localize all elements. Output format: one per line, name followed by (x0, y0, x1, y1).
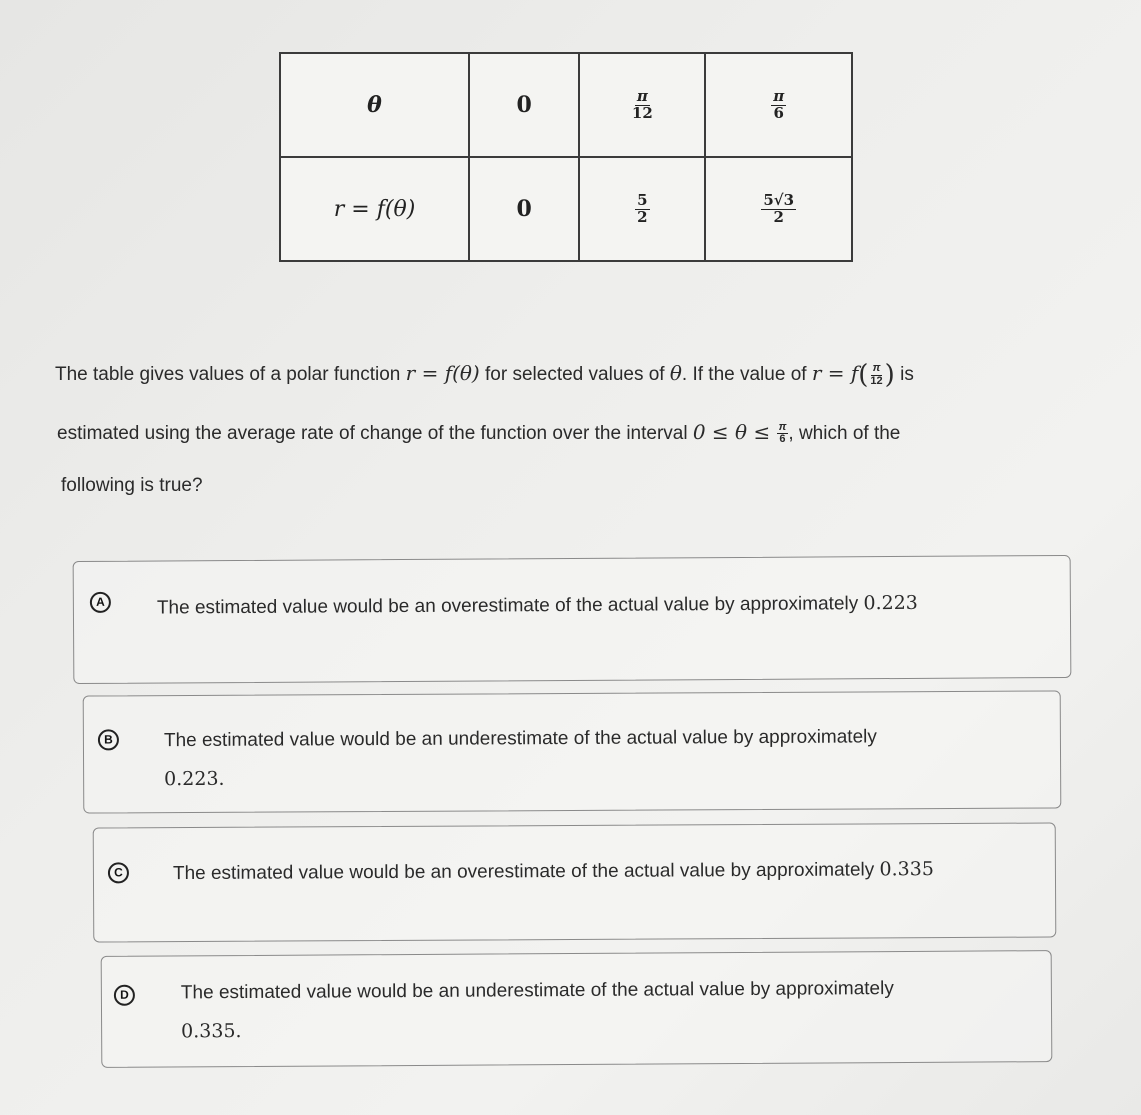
interval-math: 0 ≤ θ ≤ (692, 420, 777, 444)
fraction-numerator: 5√3 (763, 190, 795, 209)
r-fraction-5root3-2 (761, 190, 796, 226)
pi-12-fraction (868, 363, 884, 387)
theta-math: θ (669, 361, 682, 386)
fraction-denominator: 2 (773, 207, 784, 226)
question-line-2 (57, 420, 900, 446)
r-value-0: 0 (516, 196, 532, 222)
r-cell-1 (579, 157, 705, 261)
option-letter-badge: A (90, 592, 111, 613)
option-value: 0.335 (879, 858, 934, 881)
theta-symbol: θ (367, 92, 382, 118)
r-row (280, 157, 852, 261)
option-value: 0.223 (863, 591, 918, 615)
answer-option-b[interactable] (83, 690, 1062, 813)
fraction-denominator: 6 (773, 103, 784, 122)
question-line-1 (55, 360, 914, 390)
theta-cell-1 (579, 53, 705, 157)
fraction-denominator: 12 (631, 103, 653, 122)
answer-option-c[interactable] (93, 822, 1057, 942)
r-fraction-5-2 (635, 190, 649, 226)
question-text: The table gives values of a polar function (55, 364, 406, 386)
fraction-denominator: 2 (637, 207, 648, 226)
pi-6-fraction (777, 422, 789, 446)
option-text (164, 718, 1044, 799)
r-cell-2 (705, 157, 852, 261)
fraction-numerator: π (773, 86, 785, 105)
theta-cell-0 (469, 53, 579, 157)
theta-fraction-pi-6 (771, 86, 786, 122)
f-symbol: f (376, 196, 385, 222)
fraction-numerator: π (872, 361, 881, 374)
question-line-3 (61, 475, 203, 497)
fraction-numerator: 5 (637, 190, 648, 209)
theta-cell-2 (705, 53, 852, 157)
answer-option-d[interactable] (101, 950, 1053, 1068)
theta-value-0: 0 (516, 92, 532, 118)
option-letter-badge: D (114, 985, 135, 1006)
theta-header (280, 53, 469, 157)
fraction-denominator: 6 (779, 433, 786, 446)
fraction-numerator: π (778, 420, 787, 433)
question-text: . If the value of (681, 364, 812, 386)
question-text: for selected values of (479, 364, 670, 386)
right-paren: ) (884, 360, 895, 390)
f-math: r = f (811, 361, 859, 386)
answer-option-a[interactable] (73, 555, 1072, 684)
theta-fraction-pi-12 (630, 86, 655, 122)
theta-row (280, 53, 852, 157)
option-text (157, 583, 1057, 627)
f-argument: (θ) (384, 196, 416, 222)
r-cell-0 (469, 157, 579, 261)
equals-sign: = (344, 196, 377, 222)
left-paren: ( (858, 360, 869, 390)
r-symbol: r (333, 196, 345, 222)
option-value: 0.223. (164, 767, 225, 791)
option-value: 0.335. (181, 1020, 242, 1043)
polar-function-math: r = f(θ) (405, 361, 480, 386)
option-text (181, 969, 1041, 1050)
option-statement: The estimated value would be an overestimate of the actual value by approximately (156, 593, 864, 619)
option-letter-badge: C (108, 862, 129, 883)
option-statement: The estimated value would be an underestimate of the actual value by approximately (180, 978, 894, 1004)
fraction-numerator: π (636, 86, 648, 105)
option-statement: The estimated value would be an underestimate of the actual value by approximately (163, 726, 877, 752)
values-table (279, 52, 853, 262)
question-text: is (894, 364, 914, 386)
question-text: , which of the (788, 423, 901, 444)
option-letter-badge: B (98, 729, 119, 750)
question-text: following is true? (61, 475, 203, 496)
fraction-denominator: 12 (870, 374, 883, 387)
r-header (280, 157, 469, 261)
option-statement: The estimated value would be an overestimate of the actual value by approximately (172, 859, 880, 885)
question-text: estimated using the average rate of change of the function over the interval (57, 423, 693, 444)
option-text (173, 850, 1043, 894)
